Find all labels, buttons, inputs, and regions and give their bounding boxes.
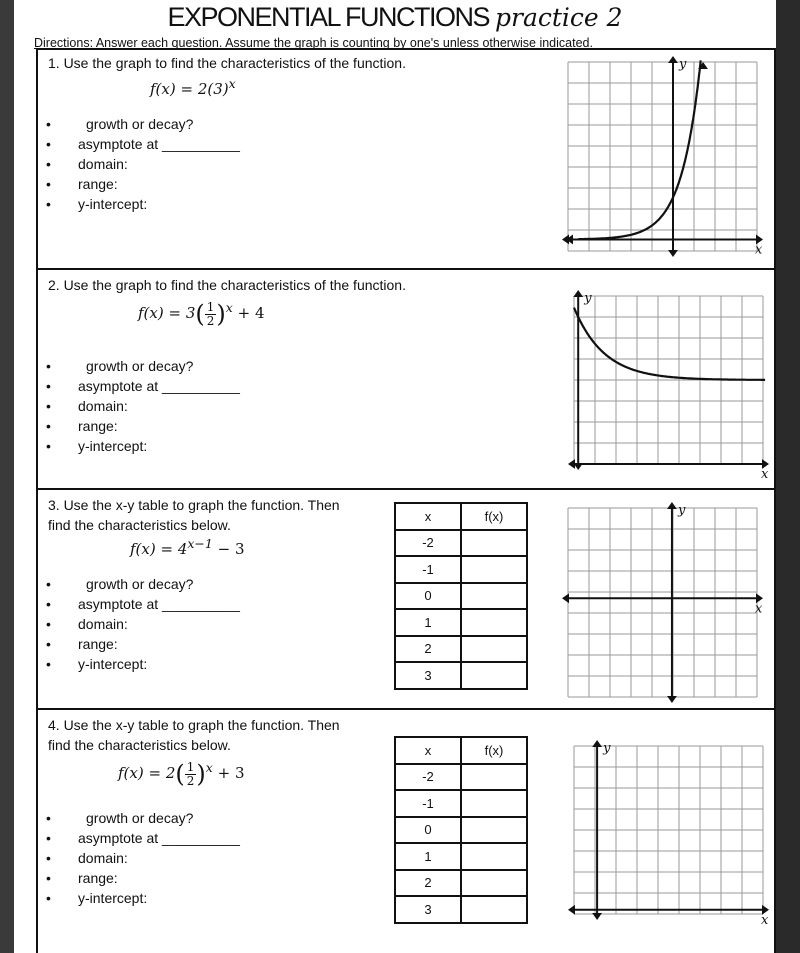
question-1-bullets: • growth or decay? • asymptote at __________ • domain: • range: • y-intercept: (46, 116, 240, 212)
x-axis-label: x (761, 467, 769, 482)
question-3-formula: $f(x) = 4^{x-1} - 3$ (130, 536, 245, 558)
question-1 (36, 48, 776, 270)
fx-cell[interactable] (461, 609, 527, 636)
question-2-graph (558, 284, 769, 484)
fx-cell[interactable] (461, 636, 527, 663)
fx-cell[interactable] (461, 843, 527, 870)
fx-cell[interactable] (461, 662, 527, 689)
y-axis-label: y (603, 741, 611, 756)
question-4-formula: f(x) = 2( $\frac{1}{2}$ )$^x$ + 3 (118, 759, 245, 788)
y-axis-arrow (668, 56, 678, 63)
background-page-edge (0, 0, 14, 953)
question-1-formula: $f(x) = 2(3)^x$ (150, 76, 236, 98)
x-axis-label: x (755, 601, 763, 617)
question-4-bullets: • growth or decay? • asymptote at __________ • domain: • range: • y-intercept: (46, 810, 240, 906)
x-axis-arrow (568, 459, 575, 469)
question-2-bullets: • growth or decay? • asymptote at __________ • domain: • range: • y-intercept: (46, 358, 240, 454)
title-main: EXPONENTIAL FUNCTIONS (167, 2, 489, 32)
directions: Directions: Answer each question. Assume the graph is counting by one's unless otherwise indicated. (34, 36, 593, 50)
x-axis-label: x (761, 912, 769, 928)
question-4 (36, 708, 776, 953)
background-right-edge (776, 0, 800, 953)
question-1-prompt: 1. Use the graph to find the characteristics of the function. (48, 55, 406, 71)
y-axis-arrow (667, 502, 677, 509)
y-axis-arrow (573, 290, 583, 297)
fx-cell[interactable] (461, 870, 527, 897)
x-axis-arrow (562, 593, 569, 603)
fx-cell[interactable] (461, 583, 527, 610)
function-curve (574, 308, 765, 380)
question-1-graph (558, 57, 763, 264)
fx-cell[interactable] (461, 896, 527, 923)
question-4-prompt: 4. Use the x-y table to graph the function. Then find the characteristics below. (48, 717, 340, 753)
fx-cell[interactable] (461, 556, 527, 583)
question-2-prompt: 2. Use the graph to find the characteristics of the function. (48, 277, 406, 293)
x-axis-label: x (755, 242, 763, 258)
fx-cell[interactable] (461, 530, 527, 557)
fx-cell[interactable] (461, 764, 527, 791)
y-axis-arrow (667, 696, 677, 703)
question-3 (36, 488, 776, 710)
question-3-xy-table: x f(x) -2 -1 0 1 2 3 (394, 502, 528, 690)
y-axis-arrow (592, 740, 602, 747)
y-axis-label: y (677, 503, 686, 518)
y-axis-arrow (592, 913, 602, 920)
fx-cell[interactable] (461, 790, 527, 817)
question-3-graph (558, 502, 763, 702)
worksheet-page (14, 0, 776, 953)
question-2 (36, 268, 776, 490)
question-4-graph (548, 738, 769, 938)
question-3-prompt: 3. Use the x-y table to graph the function. Then find the characteristics below. (48, 497, 340, 533)
y-axis-label: y (679, 57, 687, 72)
worksheet-title (14, 2, 776, 33)
title-practice: practice 2 (495, 3, 623, 32)
y-axis-arrow (668, 250, 678, 257)
y-axis-label: y (584, 291, 592, 306)
function-curve (579, 60, 701, 239)
question-2-formula: f(x) = 3( $\frac{1}{2}$ )$^x$ + 4 (138, 299, 265, 328)
question-4-xy-table: x f(x) -2 -1 0 1 2 3 (394, 736, 528, 924)
fx-cell[interactable] (461, 817, 527, 844)
question-3-bullets: • growth or decay? • asymptote at __________ • domain: • range: • y-intercept: (46, 576, 240, 672)
x-axis-arrow (568, 905, 575, 915)
